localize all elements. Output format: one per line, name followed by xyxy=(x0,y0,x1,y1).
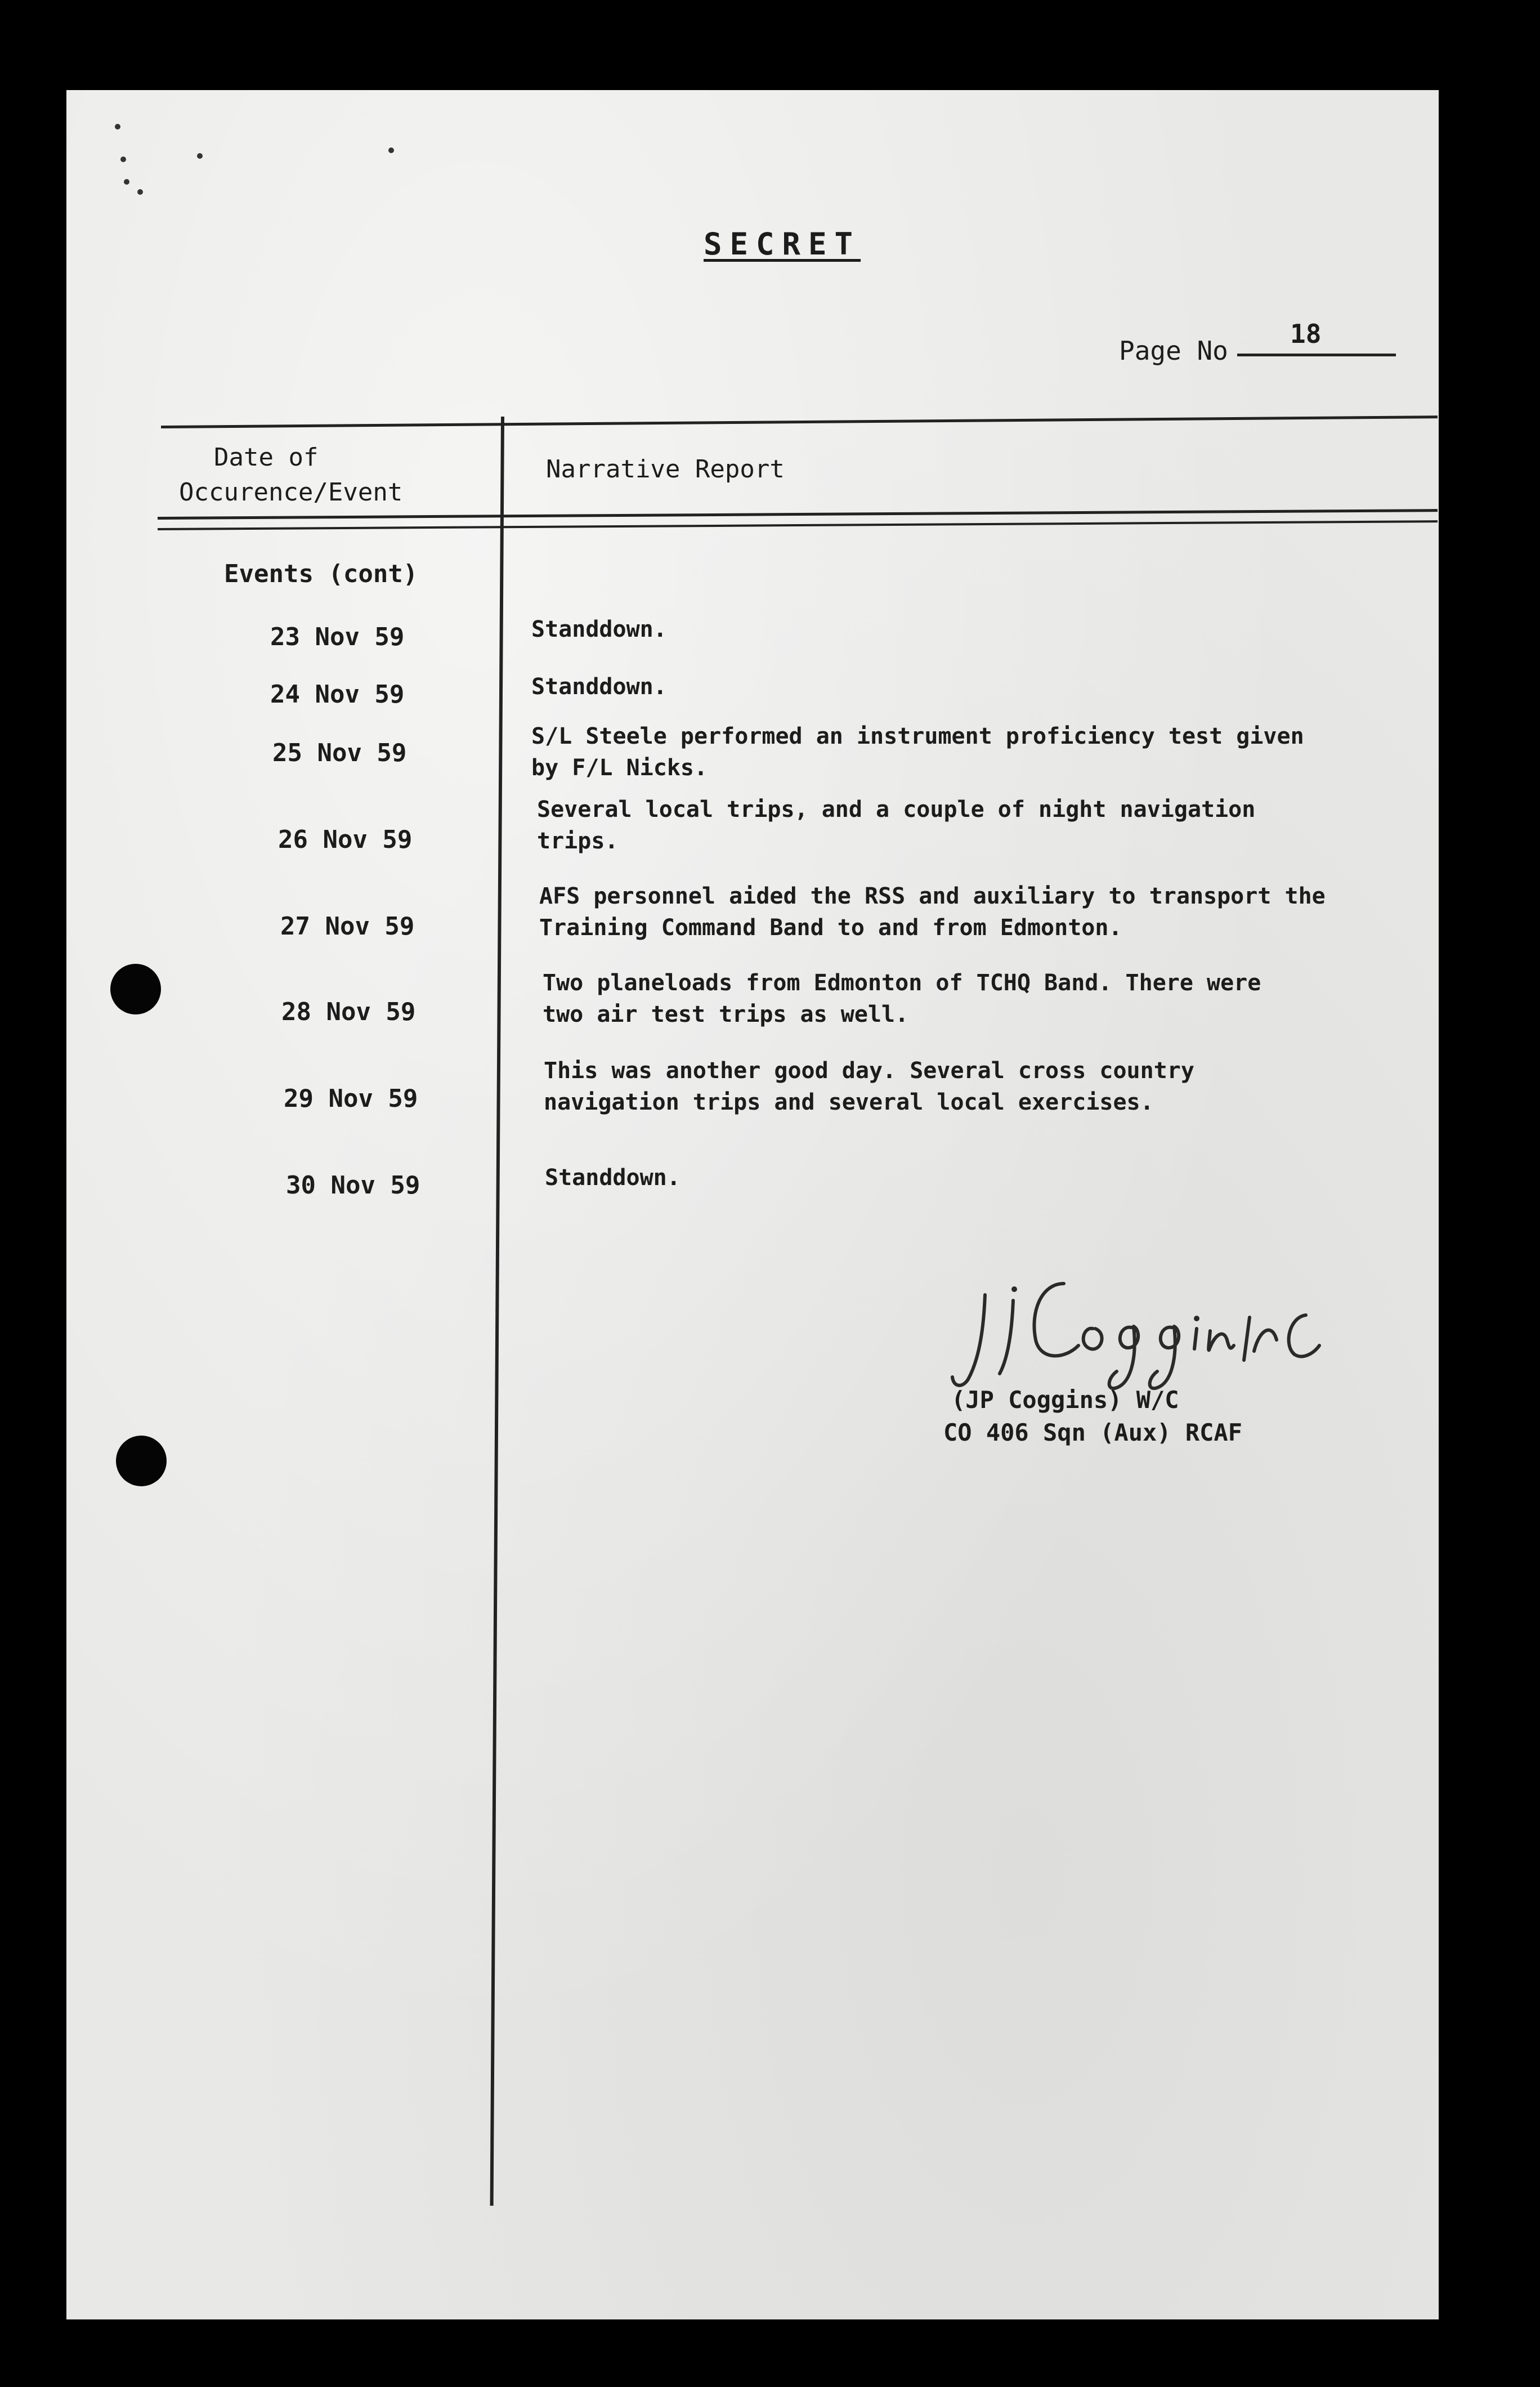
punch-hole-bottom xyxy=(116,1436,167,1486)
event-narrative-line: Two planeloads from Edmonton of TCHQ Band. There were xyxy=(543,970,1261,996)
speck xyxy=(197,153,203,159)
classification-heading: SECRET xyxy=(704,226,861,262)
event-narrative-line: trips. xyxy=(537,828,619,854)
speck xyxy=(137,189,143,195)
event-narrative xyxy=(531,614,667,645)
event-date: 30 Nov 59 xyxy=(286,1171,420,1200)
event-narrative-line: This was another good day. Several cross country xyxy=(544,1058,1194,1084)
date-column-header-line2: Occurence/Event xyxy=(179,478,403,507)
event-narrative-line: navigation trips and several local exercises. xyxy=(544,1089,1154,1115)
event-date: 28 Nov 59 xyxy=(281,998,416,1026)
punch-hole-top xyxy=(110,964,161,1014)
speck xyxy=(388,147,394,153)
narrative-column-header: Narrative Report xyxy=(546,455,785,484)
event-narrative xyxy=(537,794,1255,857)
page-number-underline xyxy=(1237,354,1396,356)
event-date: 27 Nov 59 xyxy=(280,912,415,941)
event-date: 25 Nov 59 xyxy=(272,739,407,767)
handwritten-signature xyxy=(946,1261,1351,1396)
event-narrative-line: by F/L Nicks. xyxy=(531,755,708,781)
signatory-name: (JP Coggins) W/C xyxy=(951,1386,1179,1414)
event-narrative-line: two air test trips as well. xyxy=(543,1002,909,1027)
section-heading: Events (cont) xyxy=(224,560,418,588)
signature-block xyxy=(943,1384,1243,1449)
date-column-header-line1: Date of xyxy=(214,443,319,472)
speck xyxy=(124,179,129,185)
event-narrative xyxy=(544,1055,1194,1118)
event-narrative-line: Several local trips, and a couple of night navigation xyxy=(537,797,1256,823)
event-narrative xyxy=(543,967,1261,1030)
date-column-header xyxy=(179,440,402,510)
event-date: 29 Nov 59 xyxy=(284,1084,418,1113)
signatory-unit: CO 406 Sqn (Aux) RCAF xyxy=(943,1419,1243,1446)
event-narrative-line: S/L Steele performed an instrument proficiency test given xyxy=(531,723,1304,749)
event-narrative-line: AFS personnel aided the RSS and auxiliary to transport the xyxy=(539,883,1326,909)
speck xyxy=(120,157,126,162)
event-narrative-line: Training Command Band to and from Edmonton. xyxy=(539,915,1122,941)
event-narrative-line: Standdown. xyxy=(531,674,667,700)
event-date: 24 Nov 59 xyxy=(270,680,405,709)
event-narrative xyxy=(539,880,1326,944)
speck xyxy=(115,124,120,129)
event-narrative xyxy=(545,1162,681,1194)
event-narrative xyxy=(531,671,667,703)
page-number-value: 18 xyxy=(1290,319,1322,349)
event-narrative-line: Standdown. xyxy=(545,1165,681,1191)
event-date: 26 Nov 59 xyxy=(278,825,413,854)
event-date: 23 Nov 59 xyxy=(270,623,405,651)
event-narrative-line: Standdown. xyxy=(531,616,667,642)
page-number-label: Page No xyxy=(1119,336,1228,366)
event-narrative xyxy=(531,721,1304,784)
